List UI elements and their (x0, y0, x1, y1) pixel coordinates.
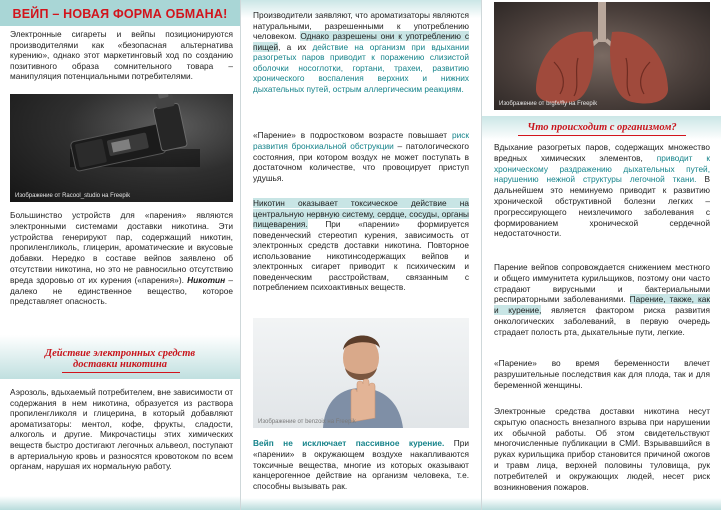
inhalation-paragraph (494, 142, 710, 239)
nicotine-paragraph (253, 198, 469, 293)
immunity-paragraph (494, 262, 710, 338)
devices-text-1: Большинство устройств для «парения» являются электронными системами доставки никотина. Эти устройства генерируют пар, содержащий никотин, пропиленгликоль, глицерин, ароматические и вкусовые добавки. Нередко в составе вейпов заявлено об отсутствии никотина, но это не равносильно отсутствию вреда здоровью от их курения («парения»). (10, 210, 233, 285)
lungs-photo (494, 2, 710, 110)
column-right (482, 0, 721, 510)
column-middle (241, 0, 481, 510)
flavor-paragraph (253, 10, 469, 94)
immunity-text-b: является фактором риска развития онкологических заболеваний, в первую очередь страдает полость рта, дыхательные пути, легкие. (494, 305, 710, 337)
photo-credit-middle: Изображение от benzoix на Freepik (258, 419, 356, 425)
inhalation-teal: приводит к хроническому раздражению дыхательных путей, нарушению нежной структуры легочной ткани. (494, 152, 710, 185)
page-title: ВЕЙП – НОВАЯ ФОРМА ОБМАНА! (12, 7, 228, 21)
man-refusing-photo (253, 318, 469, 428)
photo-credit-right: Изображение от brgfx/fly на Freepik (499, 101, 598, 107)
section-underline-right (518, 135, 686, 136)
pregnancy-paragraph: «Парение» во время беременности влечет разрушительные последствия как для плода, так и для беременной женщины. (494, 358, 710, 390)
lungs-icon (494, 2, 710, 110)
passive-rest: При «парении» в окружающем воздухе накапливаются токсичные вещества, многие из которых оказывают канцерогенное действие на организм человека, т.е. способны вызывать рак. (253, 438, 469, 492)
nicotine-rest: При «парении» формируется поведенческий стереотип курения, зависимость от электронных средств доставки никотина. Повторное использование никотинсодержащих вейпов и электронных сигарет приводит к психическим и поведенческим расстройствам, связанным с потреблением психоактивных веществ. (253, 219, 469, 292)
immunity-text-a: Парение вейпов сопровождается снижением местного и общего иммунитета курильщиков, поэтому они часто страдают вирусными и бактериальными респираторными заболеваниями. (494, 262, 710, 305)
section-title-organism: Что происходит с организмом? (527, 122, 677, 133)
nicotine-bold: Никотин (187, 274, 226, 285)
passive-smoking-paragraph (253, 438, 469, 492)
inhalation-text-a: Вдыхание разогретых паров, содержащих множество вредных химических элементов, (494, 142, 710, 163)
inhalation-text-b: В дальнейшем это неминуемо приводит к развитию хронической обструктивной болезни легких – прогрессирующего неизлечимого заболевания с формированием хронической сердечной недостаточности. (494, 174, 710, 239)
teen-text-a: «Парение» в подростковом возрасте повышает (253, 130, 452, 140)
vape-device-icon (10, 94, 233, 202)
flavor-boxed: Однако разрешены они к употреблению с пищей (253, 31, 469, 52)
section-underline (62, 372, 180, 373)
teen-text-b: – патологического состояния, при котором воздух не может поступать в достаточном количестве, что провоцирует приступ удушья. (253, 140, 469, 184)
photo-credit: Изображение от Racool_studio на Freepik (15, 193, 131, 199)
column-left (0, 0, 240, 510)
passive-teal: Вейп не исключает пассивное курение. (253, 438, 445, 448)
nicotine-boxed: Никотин оказывает токсическое действие на центральную нервную систему, сердце, сосуды, органы пищеварения. (253, 198, 469, 229)
explosion-paragraph: Электронные средства доставки никотина несут скрытую опасность внезапного взрыва при нарушении их обычной работы. Об этом свидетельствуют многочисленные публикации в СМИ. Взрывавшийся в руках курильщика прибор становится причиной ожогов и травм лица, верхней половины туловища, рук потребителей и окружающих людей, несет риск возникновения пожаров. (494, 406, 710, 492)
bottom-band-right (482, 498, 721, 510)
bottom-band-left (0, 496, 240, 510)
flavor-mid: , а их (278, 41, 313, 52)
teen-paragraph (253, 130, 469, 184)
bottom-band-middle (241, 498, 481, 510)
section-title-action: Действие электронных средств доставки никотина (44, 348, 196, 370)
vape-device-photo (10, 94, 233, 202)
immunity-boxed: Парение, также, как и курение, (494, 294, 711, 316)
flavor-teal: действие на организм при вдыхании разогретых паров приводит к поражению слизистой оболочки носоглотки, гортани, трахеи, развитию хронического воспаления верхних и нижних дыхательных путей, острым аллергическим реакциям. (253, 41, 469, 94)
devices-paragraph (10, 210, 233, 307)
aerosol-paragraph: Аэрозоль, вдыхаемый потребителем, вне зависимости от содержания в нем никотина, образуется из раствора пропиленгликоля и глицерина, в который добавляют ароматизаторы: ментол, кофе, фрукты, сладости, алкоголь и другие. Микрочастицы этих химических веществ быстро достигают легочных альвеол, поступают в артериальную кровь и разносятся кровотоком по всем органам, нарушая их нормальную работу. (10, 387, 233, 472)
flavor-plain: Производители заявляют, что ароматизаторы являются натуральными, разрешенными к употреблению человеком. (253, 10, 469, 41)
teen-teal: риск развития бронхиальной обструкции (253, 130, 469, 151)
devices-text-2: – далеко не единственное вещество, которое представляет опасность. (10, 274, 233, 307)
intro-paragraph: Электронные сигареты и вейпы позиционируются производителями как «безопасная альтернатива курению», однако этот маркетинговый ход по созданию позитивного образа сомнительного товара – манипуляция потенциальными потребителями. (10, 29, 233, 81)
man-hand-icon (253, 318, 469, 428)
